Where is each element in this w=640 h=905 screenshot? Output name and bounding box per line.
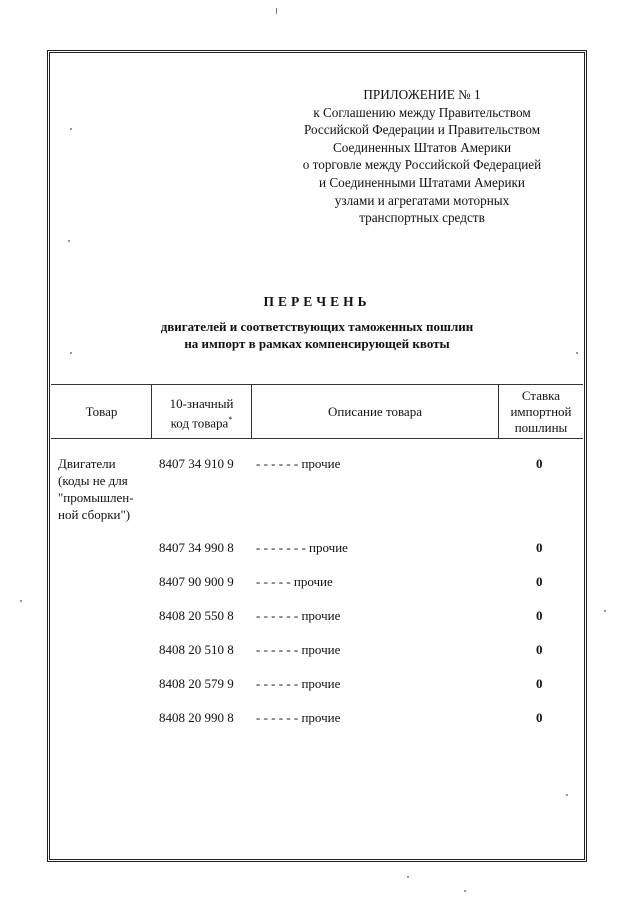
row-code: 8408 20 990 8 [159,710,234,725]
row-description: - - - - - - прочие [256,608,341,623]
header-code-label: код товара [170,415,229,431]
header-rate-line-3: пошлины [514,420,568,435]
row-code: 8408 20 510 8 [159,642,234,657]
header-goods: Товар [85,404,118,419]
row-description: - - - - - - прочие [256,710,341,725]
header-code [152,396,251,431]
row-rate: 0 [536,676,543,691]
annex-line-2: к Соглашению между Правительством [313,104,531,120]
annex-line-1: ПРИЛОЖЕНИЕ № 1 [363,87,481,102]
annex-block [262,86,582,227]
row-code: 8408 20 550 8 [159,608,234,623]
goods-cell [58,455,158,523]
scan-speck [70,128,72,130]
document-title: ПЕРЕЧЕНЬ [263,294,371,309]
goods-line-2: (коды не для [58,473,128,488]
scan-speck [604,610,606,612]
goods-line-4: ной сборки") [58,507,131,522]
annex-line-3: Российской Федерации и Правительством [303,122,541,138]
header-rate [499,388,583,436]
table-header-rule [51,438,583,439]
row-code: 8408 20 579 9 [159,676,234,691]
footnote-mark: * [228,415,233,424]
document-subtitle [50,318,584,352]
goods-line-1: Двигатели [58,456,116,471]
row-code: 8407 90 900 9 [159,574,234,589]
row-description: - - - - - - прочие [256,642,341,657]
scan-speck [20,600,22,602]
scan-speck [407,876,409,878]
annex-line-8: транспортных средств [359,210,485,226]
row-code: 8407 34 990 8 [159,540,234,555]
scan-speck [70,352,72,354]
header-code-line-2 [152,412,251,431]
row-rate: 0 [536,608,543,623]
header-code-line-1: 10-значный [169,396,234,411]
scan-speck [566,794,568,796]
annex-line-5: о торговле между Российской Федерацией [302,157,542,173]
header-rate-line-2: импортной [510,404,572,419]
row-rate: 0 [536,574,543,589]
header-rate-line-1: Ставка [521,388,561,403]
row-description: - - - - - - прочие [256,676,341,691]
subtitle-line-1: двигателей и соответствующих таможенных пошлин [160,319,474,334]
scan-speck [464,890,466,892]
row-description: - - - - - - прочие [256,456,341,471]
row-rate: 0 [536,456,543,471]
scan-speck [576,352,578,354]
annex-line-6: и Соединенными Штатами Америки [319,174,525,190]
header-description: Описание товара [328,404,422,419]
row-description: - - - - - - - прочие [256,540,348,555]
row-rate: 0 [536,710,543,725]
annex-line-4: Соединенных Штатов Америки [332,139,512,155]
scan-speck [276,8,277,14]
subtitle-line-2: на импорт в рамках компенсирующей квоты [184,336,450,351]
row-rate: 0 [536,642,543,657]
row-rate: 0 [536,540,543,555]
annex-line-7: узлами и агрегатами моторных [334,192,510,208]
row-description: - - - - - прочие [256,574,333,589]
row-code: 8407 34 910 9 [159,456,234,471]
table-top-rule [51,384,583,385]
goods-line-3: "промышлен- [58,490,134,505]
scan-speck [68,240,70,242]
